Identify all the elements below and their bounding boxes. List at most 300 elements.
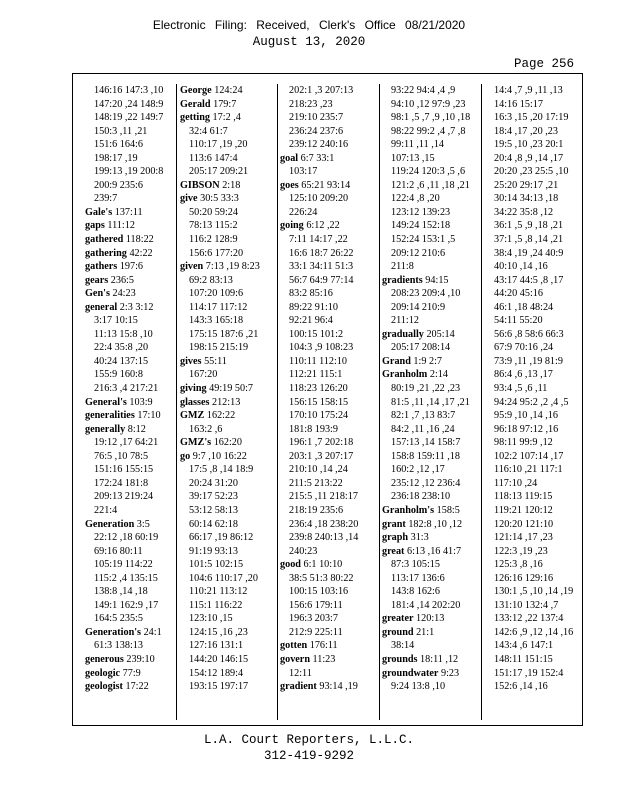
index-headword-entry <box>382 518 480 532</box>
page-line-refs: 138:8 ,14 ,18 <box>94 586 148 598</box>
page-line-refs: 239:12 240:16 <box>289 139 349 151</box>
index-headword-entry <box>180 382 275 396</box>
index-page-reference <box>382 165 480 179</box>
page-line-refs: 20:4 ,8 ,9 ,14 ,17 <box>494 152 564 164</box>
page-line-refs: 156:15 158:15 <box>289 396 349 408</box>
page-line-refs: 172:24 181:8 <box>94 477 149 489</box>
index-page-reference <box>382 152 480 166</box>
index-page-reference <box>382 111 480 125</box>
index-page-reference <box>280 585 378 599</box>
page-line-refs: 17:10 <box>137 410 161 422</box>
page-line-refs: 6:1 10:10 <box>303 559 343 571</box>
index-page-reference <box>382 572 480 586</box>
page-line-refs: 209:13 219:24 <box>94 491 154 503</box>
page-line-refs: 50:20 59:24 <box>189 206 238 218</box>
page-line-refs: 20:20 ,23 25:5 ,10 <box>494 166 569 178</box>
page-line-refs: 17:22 <box>125 681 149 693</box>
index-headword-entry <box>382 531 480 545</box>
index-page-reference <box>280 477 378 491</box>
page-line-refs: 151:16 155:15 <box>94 464 154 476</box>
page-line-refs: 1:9 2:7 <box>413 355 443 367</box>
page-line-refs: 157:13 ,14 158:7 <box>391 437 461 449</box>
index-page-reference <box>485 572 581 586</box>
index-page-reference <box>382 341 480 355</box>
index-page-reference <box>280 301 378 315</box>
page-line-refs: 210:10 ,14 ,24 <box>289 464 348 476</box>
index-headword-entry <box>85 219 179 233</box>
index-headword-entry <box>180 436 275 450</box>
page-line-refs: 93:14 ,19 <box>319 681 358 693</box>
page-line-refs: 181:8 193:9 <box>289 423 338 435</box>
index-headword: general <box>85 301 118 313</box>
page-line-refs: 126:16 129:16 <box>494 572 554 584</box>
index-page-reference <box>485 138 581 152</box>
index-headword-entry <box>85 667 179 681</box>
index-page-reference <box>180 490 275 504</box>
page-line-refs: 3:5 <box>136 518 150 530</box>
page-line-refs: 22:4 35:8 ,20 <box>94 342 149 354</box>
page-line-refs: 149:24 152:18 <box>391 220 451 232</box>
index-headword-entry <box>382 504 480 518</box>
page-line-refs: 39:17 52:23 <box>189 491 238 503</box>
page-line-refs: 69:16 80:11 <box>94 545 143 557</box>
page-line-refs: 9:7 ,10 16:22 <box>192 450 247 462</box>
index-page-reference <box>485 368 581 382</box>
page-line-refs: 226:24 <box>289 206 318 218</box>
column-divider <box>176 84 177 720</box>
index-page-reference <box>382 260 480 274</box>
index-page-reference <box>85 192 179 206</box>
page-line-refs: 235:12 ,12 236:4 <box>391 477 461 489</box>
index-page-reference <box>382 450 480 464</box>
index-headword-entry <box>280 639 378 653</box>
page-line-refs: 89:22 91:10 <box>289 301 338 313</box>
page-line-refs: 20:24 31:20 <box>189 477 238 489</box>
index-page-reference <box>180 463 275 477</box>
page-line-refs: 143:3 165:18 <box>189 315 244 327</box>
index-headword: great <box>382 545 405 557</box>
page-line-refs: 175:15 187:6 ,21 <box>189 328 259 340</box>
page-line-refs: 148:11 151:15 <box>494 653 553 665</box>
page-line-refs: 143:8 162:6 <box>391 586 440 598</box>
index-headword-entry <box>280 179 378 193</box>
page-line-refs: 24:23 <box>112 288 136 300</box>
index-headword-entry <box>280 653 378 667</box>
page-line-refs: 80:19 ,21 ,22 ,23 <box>391 383 461 395</box>
index-headword-entry <box>382 653 480 667</box>
index-page-reference <box>180 247 275 261</box>
index-headword: glasses <box>180 396 210 408</box>
index-headword: grant <box>382 518 406 530</box>
page-line-refs: 56:6 ,8 58:6 66:3 <box>494 328 564 340</box>
page-line-refs: 95:9 ,10 ,14 ,16 <box>494 410 558 422</box>
page-line-refs: 176:11 <box>309 640 338 652</box>
page-line-refs: 30:5 33:3 <box>200 193 239 205</box>
index-headword-entry <box>180 396 275 410</box>
index-headword: gathered <box>85 234 124 246</box>
page-line-refs: 2:18 <box>222 179 241 191</box>
page-line-refs: 218:19 235:6 <box>289 504 344 516</box>
index-page-reference <box>485 152 581 166</box>
page-line-refs: 239:10 <box>126 653 155 665</box>
index-page-reference <box>382 314 480 328</box>
page-line-refs: 130:1 ,5 ,10 ,14 ,19 <box>494 586 574 598</box>
index-page-reference <box>85 179 179 193</box>
page-line-refs: 133:12 ,22 137:4 <box>494 613 564 625</box>
index-page-reference <box>382 301 480 315</box>
index-page-reference <box>280 490 378 504</box>
page-line-refs: 170:10 175:24 <box>289 410 349 422</box>
page-line-refs: 144:20 146:15 <box>189 653 249 665</box>
page-line-refs: 93:22 94:4 ,4 ,9 <box>391 85 456 96</box>
index-page-reference <box>382 463 480 477</box>
page-line-refs: 38:14 <box>391 640 415 652</box>
index-page-reference <box>85 436 179 450</box>
page-line-refs: 100:15 103:16 <box>289 586 349 598</box>
index-page-reference <box>180 626 275 640</box>
index-page-reference <box>280 409 378 423</box>
page-line-refs: 239:8 240:13 ,14 <box>289 532 359 544</box>
index-page-reference <box>280 450 378 464</box>
page-line-refs: 120:20 121:10 <box>494 518 554 530</box>
page-line-refs: 42:22 <box>129 247 153 259</box>
index-page-reference <box>180 639 275 653</box>
index-headword: gradients <box>382 274 423 286</box>
index-headword: geologic <box>85 667 121 679</box>
index-page-reference <box>382 206 480 220</box>
page-line-refs: 22:12 ,18 60:19 <box>94 532 159 544</box>
index-page-reference <box>382 382 480 396</box>
index-headword: Gen's <box>85 288 110 300</box>
index-page-reference <box>85 490 179 504</box>
page-line-refs: 94:24 95:2 ,2 ,4 ,5 <box>494 396 569 408</box>
page-line-refs: 44:20 45:16 <box>494 288 543 300</box>
page-line-refs: 33:1 34:11 51:3 <box>289 261 354 273</box>
index-headword-entry <box>85 680 179 694</box>
page-line-refs: 53:12 58:13 <box>189 504 238 516</box>
page-line-refs: 182:8 ,10 ,12 <box>408 518 463 530</box>
index-headword-entry <box>85 233 179 247</box>
page-line-refs: 205:14 <box>426 328 455 340</box>
index-page-reference <box>382 219 480 233</box>
index-headword-entry <box>85 396 179 410</box>
page-line-refs: 193:15 197:17 <box>189 681 249 693</box>
index-headword: Grand <box>382 355 411 367</box>
index-page-reference <box>382 490 480 504</box>
index-page-reference <box>485 409 581 423</box>
column-divider <box>481 84 482 720</box>
page-line-refs: 122:4 ,8 ,20 <box>391 193 440 205</box>
index-page-reference <box>180 314 275 328</box>
index-page-reference <box>485 490 581 504</box>
index-page-reference <box>85 504 179 518</box>
index-page-reference <box>280 111 378 125</box>
index-page-reference <box>180 572 275 586</box>
index-page-reference <box>180 531 275 545</box>
index-page-reference <box>280 518 378 532</box>
page-line-refs: 34:22 35:8 ,12 <box>494 206 554 218</box>
index-page-reference <box>382 98 480 112</box>
page-line-refs: 160:2 ,12 ,17 <box>391 464 445 476</box>
index-page-reference <box>382 84 480 98</box>
index-page-reference <box>382 639 480 653</box>
reporter-phone: 312-419-9292 <box>263 749 354 763</box>
index-headword: geologist <box>85 681 123 693</box>
index-page-reference <box>485 653 581 667</box>
page-line-refs: 197:6 <box>119 261 144 273</box>
index-page-reference <box>280 396 378 410</box>
index-headword: groundwater <box>382 667 439 679</box>
page-line-refs: 158:5 <box>436 504 460 516</box>
index-headword-entry <box>85 287 179 301</box>
page-line-refs: 143:4 ,6 147:1 <box>494 640 554 652</box>
index-page-reference <box>485 192 581 206</box>
page-line-refs: 236:18 238:10 <box>391 491 451 503</box>
index-headword-entry <box>382 612 480 626</box>
page-line-refs: 19:12 ,17 64:21 <box>94 437 159 449</box>
index-page-reference <box>485 382 581 396</box>
index-headword: Generation <box>85 518 135 530</box>
page-line-refs: 148:19 ,22 149:7 <box>94 112 164 124</box>
page-line-refs: 54:11 55:20 <box>494 315 543 327</box>
index-page-reference <box>485 98 581 112</box>
page-line-refs: 146:16 147:3 ,10 <box>94 85 164 96</box>
page-line-refs: 16:3 ,15 ,20 17:19 <box>494 112 569 124</box>
index-page-reference <box>180 599 275 613</box>
index-headword-entry <box>280 219 378 233</box>
index-headword-entry <box>85 423 179 437</box>
index-headword: gradient <box>280 681 317 693</box>
index-headword: Granholm <box>382 369 428 381</box>
page-line-refs: 127:16 131:1 <box>189 640 244 652</box>
page-line-refs: 156:6 179:11 <box>289 599 343 611</box>
page-line-refs: 117:10 ,24 <box>494 477 538 489</box>
index-headword-entry <box>382 274 480 288</box>
page-line-refs: 14:4 ,7 ,9 ,11 ,13 <box>494 85 563 96</box>
index-page-reference <box>485 125 581 139</box>
index-page-reference <box>180 504 275 518</box>
page-line-refs: 49:19 50:7 <box>209 383 254 395</box>
page-line-refs: 158:8 159:11 ,18 <box>391 450 460 462</box>
page-line-refs: 18:11 ,12 <box>420 653 459 665</box>
index-headword: getting <box>180 112 210 124</box>
page-line-refs: 40:24 137:15 <box>94 355 149 367</box>
index-page-reference <box>280 612 378 626</box>
page-line-refs: 118:23 126:20 <box>289 383 348 395</box>
page-line-refs: 149:1 162:9 ,17 <box>94 599 159 611</box>
index-page-reference <box>85 463 179 477</box>
page-line-refs: 240:23 <box>289 545 318 557</box>
index-page-reference <box>180 477 275 491</box>
page-line-refs: 11:23 <box>312 653 336 665</box>
page-line-refs: 99:11 ,11 ,14 <box>391 139 445 151</box>
index-page-reference <box>382 599 480 613</box>
index-headword-entry <box>280 680 378 694</box>
index-column-2 <box>180 84 275 720</box>
index-page-reference <box>382 585 480 599</box>
page-line-refs: 219:10 235:7 <box>289 112 344 124</box>
page-line-refs: 78:13 115:2 <box>189 220 238 232</box>
index-page-reference <box>485 477 581 491</box>
page-line-refs: 3:17 10:15 <box>94 315 138 327</box>
page-line-refs: 76:5 ,10 78:5 <box>94 450 149 462</box>
index-page-reference <box>85 341 179 355</box>
page-line-refs: 2:3 3:12 <box>119 301 154 313</box>
page-line-refs: 120:13 <box>416 613 445 625</box>
page-line-refs: 198:15 215:19 <box>189 342 249 354</box>
page-line-refs: 77:9 <box>122 667 141 679</box>
index-headword-entry <box>85 274 179 288</box>
index-page-reference <box>180 368 275 382</box>
index-page-reference <box>485 247 581 261</box>
index-headword-entry <box>180 409 275 423</box>
page-line-refs: 205:17 209:21 <box>189 166 249 178</box>
page-line-refs: 212:13 <box>211 396 241 408</box>
index-headword-entry <box>180 84 275 98</box>
page-line-refs: 8:12 <box>127 423 146 435</box>
page-line-refs: 151:6 164:6 <box>94 139 143 151</box>
index-headword: gives <box>180 355 202 367</box>
index-page-reference <box>85 450 179 464</box>
index-page-reference <box>485 639 581 653</box>
page-line-refs: 82:1 ,7 ,13 83:7 <box>391 410 456 422</box>
index-page-reference <box>180 165 275 179</box>
index-page-reference <box>85 368 179 382</box>
page-line-refs: 12:11 <box>289 667 312 679</box>
page-line-refs: 67:9 70:16 ,24 <box>494 342 554 354</box>
index-page-reference <box>280 504 378 518</box>
page-line-refs: 156:6 177:20 <box>189 247 244 259</box>
index-headword: George <box>180 85 212 96</box>
index-headword-entry <box>382 626 480 640</box>
index-headword: Generation's <box>85 626 142 638</box>
page-line-refs: 66:17 ,19 86:12 <box>189 532 254 544</box>
page-line-refs: 31:3 <box>410 532 429 544</box>
page-line-refs: 122:3 ,19 ,23 <box>494 545 548 557</box>
page-line-refs: 114:17 117:12 <box>189 301 248 313</box>
page-line-refs: 202:1 ,3 207:13 <box>289 85 354 96</box>
index-page-reference <box>280 274 378 288</box>
index-page-reference <box>485 355 581 369</box>
index-page-reference <box>85 165 179 179</box>
page-line-refs: 60:14 62:18 <box>189 518 238 530</box>
index-page-reference <box>180 125 275 139</box>
index-headword-entry <box>85 247 179 261</box>
page-line-refs: 118:22 <box>125 234 154 246</box>
index-headword: GMZ <box>180 410 205 422</box>
index-page-reference <box>180 287 275 301</box>
index-page-reference <box>85 382 179 396</box>
index-page-reference <box>485 206 581 220</box>
index-headword-entry <box>85 260 179 274</box>
page-line-refs: 119:21 120:12 <box>494 504 553 516</box>
page-line-refs: 163:2 ,6 <box>189 423 223 435</box>
page-line-refs: 112:21 115:1 <box>289 369 343 381</box>
page-line-refs: 101:5 102:15 <box>189 559 244 571</box>
index-page-reference <box>280 138 378 152</box>
index-headword-entry <box>85 518 179 532</box>
index-headword-entry <box>382 328 480 342</box>
index-page-reference <box>485 436 581 450</box>
index-headword: ground <box>382 626 414 638</box>
page-line-refs: 7:11 14:17 ,22 <box>289 234 348 246</box>
page-line-refs: 94:10 ,12 97:9 ,23 <box>391 98 466 110</box>
page-line-refs: 87:3 105:15 <box>391 559 440 571</box>
index-page-reference <box>180 219 275 233</box>
index-page-reference <box>180 301 275 315</box>
page-line-refs: 179:7 <box>213 98 237 110</box>
page-line-refs: 43:17 44:5 ,8 ,17 <box>494 274 564 286</box>
page-line-refs: 6:12 ,22 <box>306 220 340 232</box>
page-line-refs: 196:3 203:7 <box>289 613 338 625</box>
index-page-reference <box>85 558 179 572</box>
page-line-refs: 37:1 ,5 ,8 ,14 ,21 <box>494 234 564 246</box>
page-line-refs: 150:3 ,11 ,21 <box>94 125 148 137</box>
page-line-refs: 118:13 119:15 <box>494 491 553 503</box>
index-column-4 <box>382 84 480 720</box>
page-line-refs: 236:5 <box>110 274 134 286</box>
index-page-reference <box>485 396 581 410</box>
page-line-refs: 239:7 <box>94 193 118 205</box>
index-headword: GMZ's <box>180 437 212 449</box>
page-line-refs: 215:5 ,11 218:17 <box>289 491 358 503</box>
index-page-reference <box>85 477 179 491</box>
page-line-refs: 199:13 ,19 200:8 <box>94 166 164 178</box>
index-page-reference <box>85 531 179 545</box>
index-page-reference <box>280 436 378 450</box>
index-page-reference <box>485 450 581 464</box>
page-line-refs: 6:7 33:1 <box>300 152 335 164</box>
page-line-refs: 38:5 51:3 80:22 <box>289 572 354 584</box>
index-page-reference <box>85 314 179 328</box>
page-line-refs: 84:2 ,11 ,16 ,24 <box>391 423 455 435</box>
column-divider <box>277 84 278 720</box>
page-line-refs: 113:17 136:6 <box>391 572 445 584</box>
index-page-reference <box>180 274 275 288</box>
index-headword: Granholm's <box>382 504 435 516</box>
index-page-reference <box>382 558 480 572</box>
page-line-refs: 209:14 210:9 <box>391 301 446 313</box>
index-page-reference <box>180 585 275 599</box>
page-line-refs: 96:18 97:12 ,16 <box>494 423 559 435</box>
page-line-refs: 92:21 96:4 <box>289 315 333 327</box>
page-line-refs: 32:4 61:7 <box>189 125 228 137</box>
page-line-refs: 116:2 128:9 <box>189 234 238 246</box>
index-page-reference <box>85 572 179 586</box>
index-page-reference <box>180 341 275 355</box>
index-page-reference <box>85 545 179 559</box>
page-line-refs: 125:3 ,8 ,16 <box>494 559 543 571</box>
index-page-reference <box>485 260 581 274</box>
page-line-refs: 110:17 ,19 ,20 <box>189 139 248 151</box>
index-page-reference <box>485 585 581 599</box>
index-page-reference <box>85 98 179 112</box>
index-page-reference <box>180 138 275 152</box>
page-line-refs: 212:9 225:11 <box>289 626 343 638</box>
index-headword: gears <box>85 274 109 286</box>
index-page-reference <box>382 287 480 301</box>
index-page-reference <box>85 585 179 599</box>
page-line-refs: 152:6 ,14 ,16 <box>494 681 548 693</box>
index-page-reference <box>280 260 378 274</box>
column-divider <box>379 84 380 720</box>
index-column-5 <box>485 84 581 720</box>
index-headword-entry <box>280 152 378 166</box>
index-page-reference <box>180 423 275 437</box>
index-headword: given <box>180 261 204 273</box>
index-headword-entry <box>180 355 275 369</box>
page-line-refs: 56:7 64:9 77:14 <box>289 274 354 286</box>
